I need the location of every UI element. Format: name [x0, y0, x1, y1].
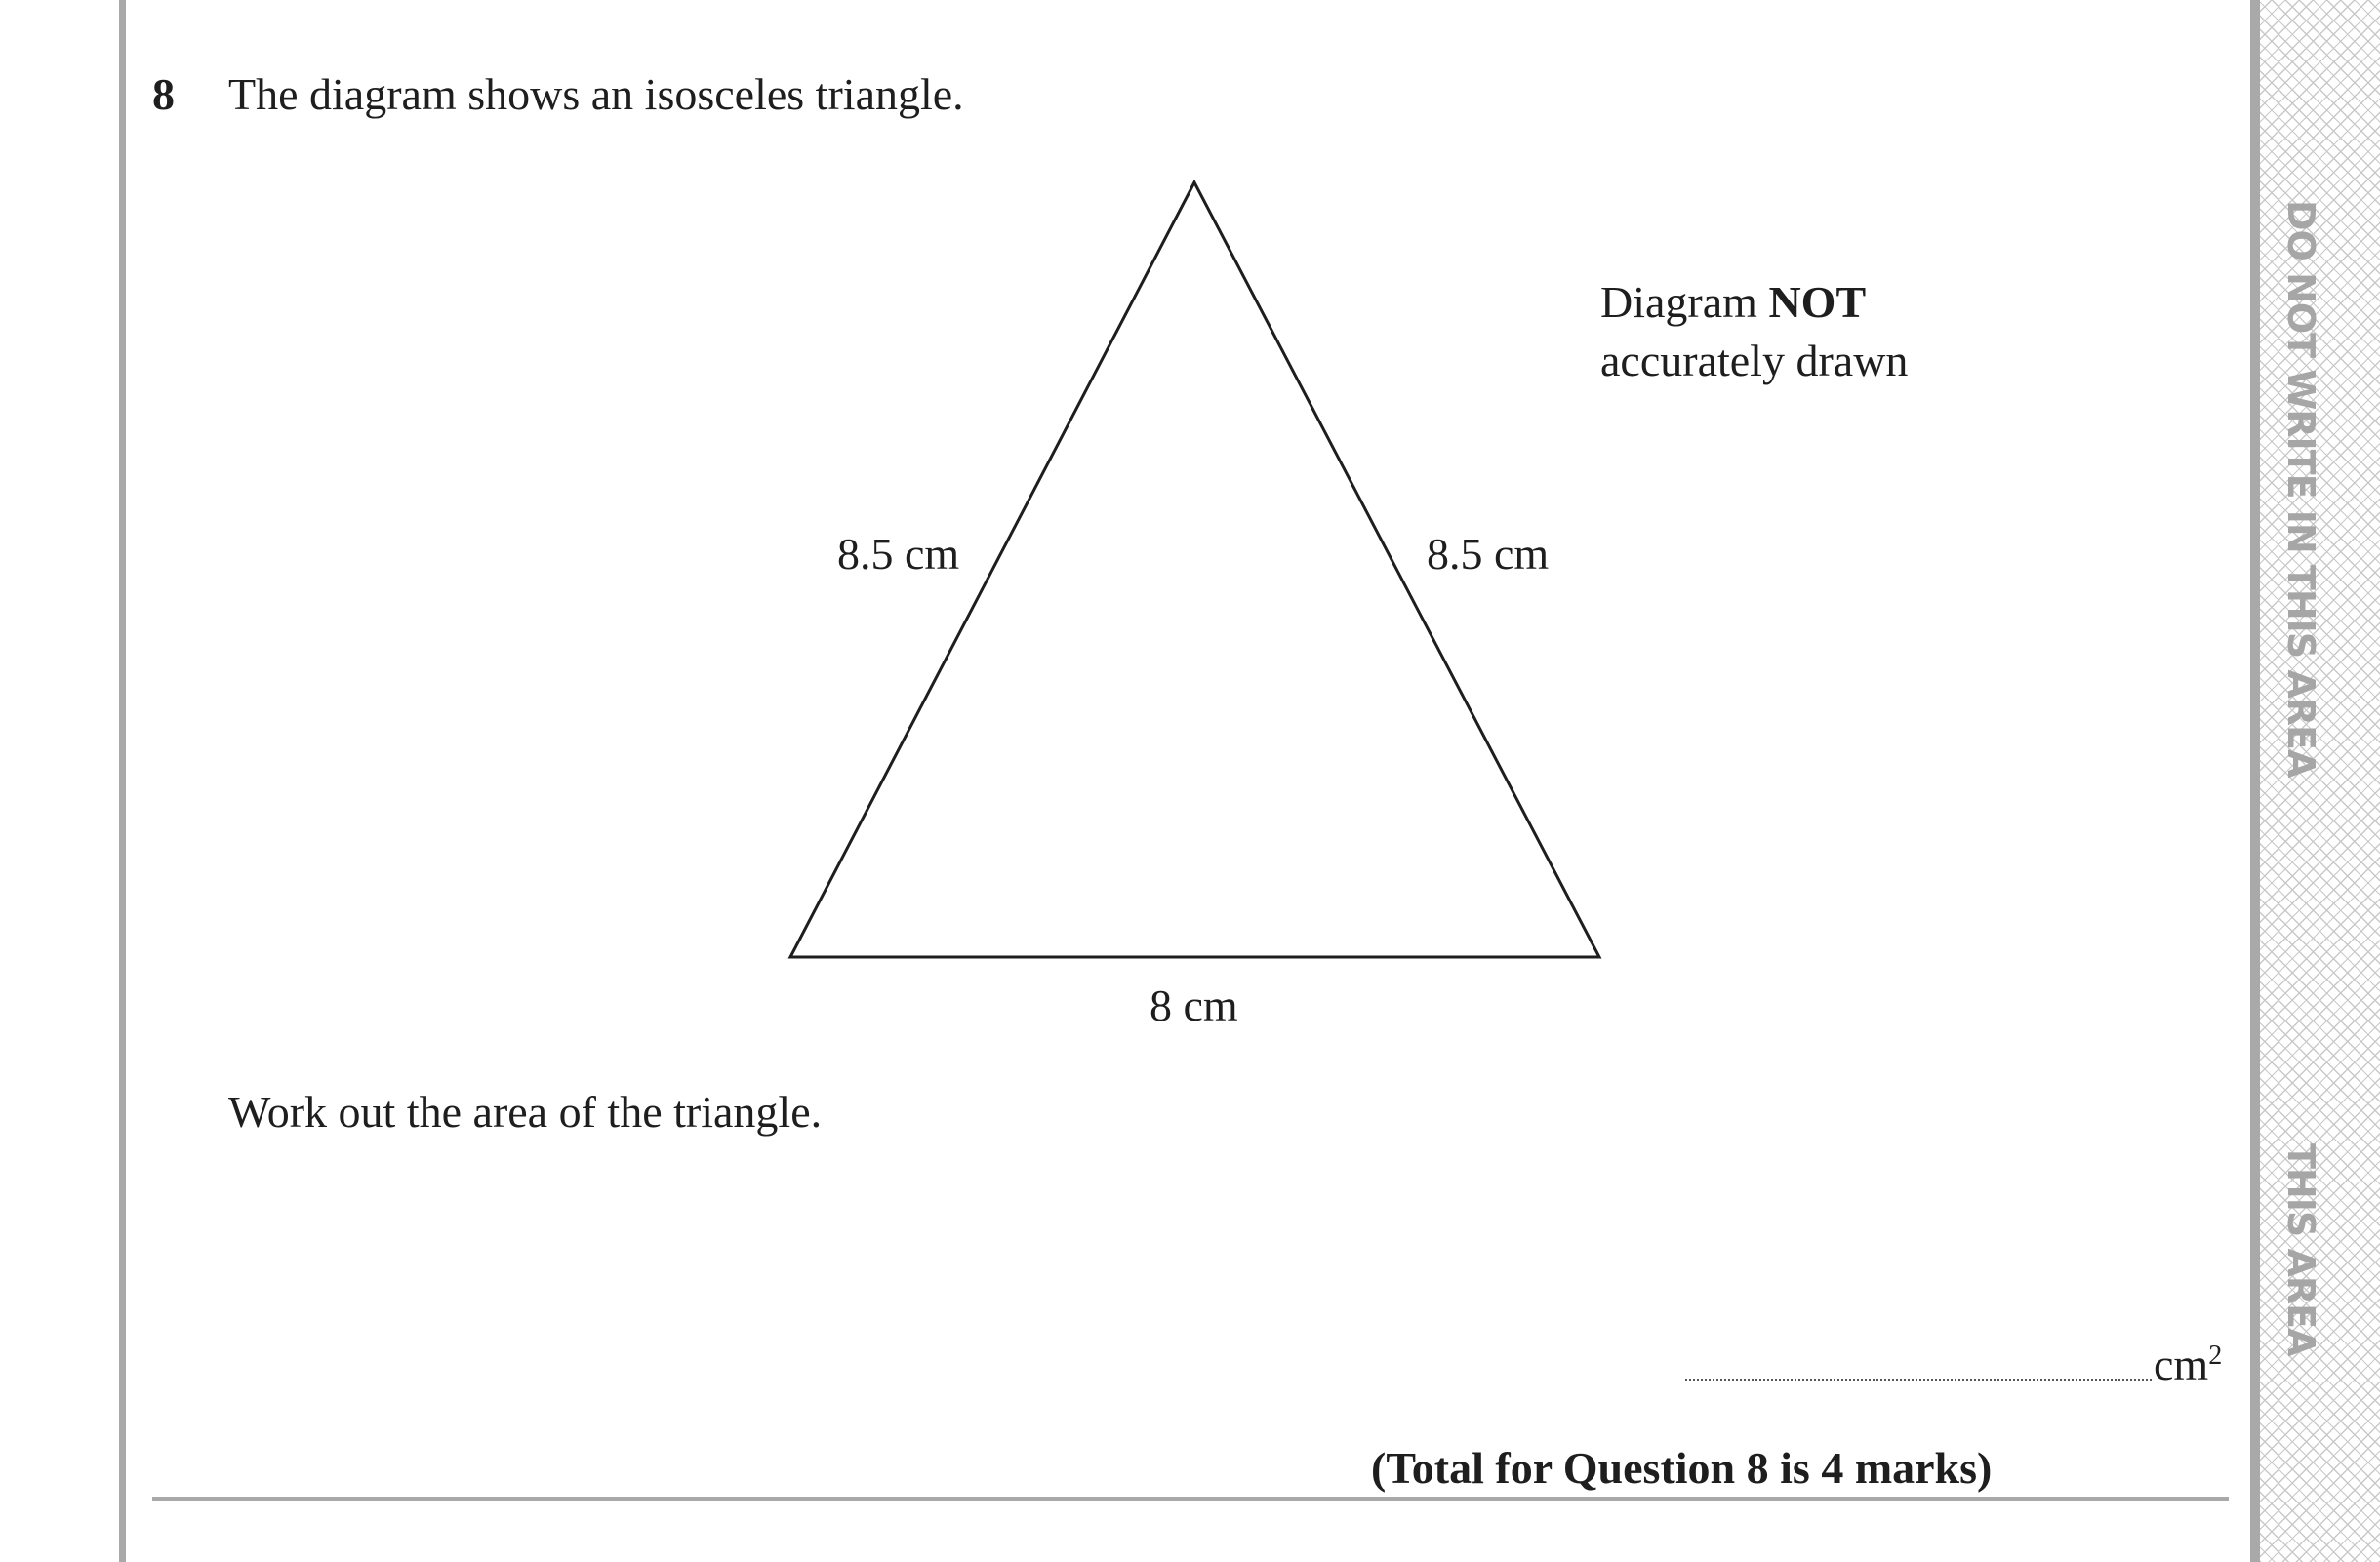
diagram-note	[1600, 273, 1908, 390]
diagram-note-line1	[1600, 273, 1908, 332]
diagram-note-line2: accurately drawn	[1600, 336, 1909, 385]
question-number: 8	[152, 69, 175, 119]
note-emphasis: NOT	[1768, 277, 1867, 327]
question-separator	[152, 1497, 2229, 1501]
margin-warning-text-lower: THIS AREA	[2279, 1143, 2322, 1356]
answer-unit-power: 2	[2208, 1341, 2223, 1371]
note-prefix: Diagram	[1600, 277, 1769, 327]
question-stem: The diagram shows an isosceles triangle.	[228, 69, 964, 119]
side-label-base: 8 cm	[1150, 981, 1238, 1030]
question-total: (Total for Question 8 is 4 marks)	[1371, 1443, 1993, 1493]
side-label-right: 8.5 cm	[1427, 529, 1550, 579]
side-label-left: 8.5 cm	[837, 529, 960, 579]
margin-warning-text: DO NOT WRITE IN THIS AREA	[2279, 200, 2322, 778]
answer-unit	[2154, 1339, 2222, 1390]
answer-unit-base: cm	[2154, 1340, 2209, 1389]
question-instruction: Work out the area of the triangle.	[228, 1087, 823, 1137]
answer-line[interactable]	[1685, 1379, 2152, 1381]
